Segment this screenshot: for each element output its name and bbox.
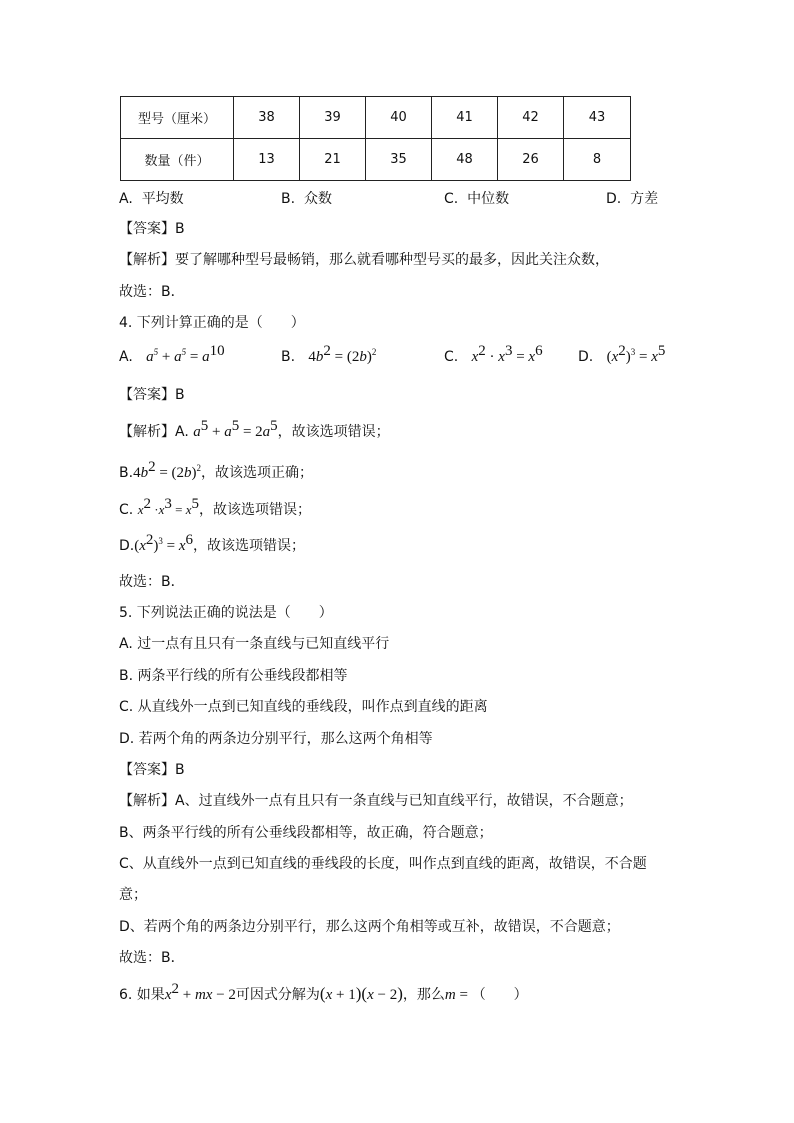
q5-analysis-line: 【解析】A、过直线外一点有且只有一条直线与已知直线平行，故错误，不合题意；	[119, 793, 633, 809]
table-cell: 48	[432, 139, 498, 181]
size-count-table	[120, 96, 631, 181]
q5-answer: 【答案】B	[119, 762, 185, 778]
q4-option-a: A. $a^5 + a^5 = a^{10}$	[119, 343, 225, 365]
table-row	[121, 97, 631, 139]
q3-option-c: C. 中位数	[444, 191, 510, 207]
q5-stem: 5. 下列说法正确的说法是（ ）	[119, 605, 333, 621]
table-cell: 35	[366, 139, 432, 181]
table-row	[121, 139, 631, 181]
q4-answer: 【答案】B	[119, 387, 185, 403]
q4-conclusion: 故选：B．	[119, 574, 185, 590]
q4-analysis-b: $B.4b^2 = (2b)^2$，故该选项正确；	[119, 459, 314, 481]
table-cell: 40	[366, 97, 432, 139]
q5-analysis-line: C、从直线外一点到已知直线的垂线段的长度，叫作点到直线的距离，故错误，不合题	[119, 856, 647, 872]
q5-analysis-line: D、若两个角的两条边分别平行，那么这两个角相等或互补，故错误，不合题意；	[119, 919, 620, 935]
q5-option-c: C. 从直线外一点到已知直线的垂线段，叫作点到直线的距离	[119, 699, 488, 715]
q6-stem: 6. 如果$x^2$ + mx − 2可因式分解为(x + 1)(x − 2)，那么m = （ ）	[119, 981, 528, 1003]
q3-option-a: A. 平均数	[119, 191, 184, 207]
q5-option-d: D. 若两个角的两条边分别平行，那么这两个角相等	[119, 731, 433, 747]
table-cell: 41	[432, 97, 498, 139]
q5-analysis-line: 意；	[119, 887, 147, 903]
q3-conclusion: 故选：B．	[119, 284, 185, 300]
q4-option-b: B. $4b^2 = (2b)^2$	[281, 343, 377, 365]
q3-option-d: D. 方差	[606, 191, 659, 207]
q5-option-b: B. 两条平行线的所有公垂线段都相等	[119, 668, 348, 684]
q4-option-c: C. $x^2 \cdot x^3 = x^6$	[444, 343, 543, 365]
table-cell: 42	[498, 97, 564, 139]
table-header-cell: 型号（厘米）	[121, 97, 234, 139]
table-cell: 43	[564, 97, 631, 139]
q3-analysis: 【解析】要了解哪种型号最畅销，那么就看哪种型号买的最多，因此关注众数，	[119, 252, 609, 268]
table-cell: 8	[564, 139, 631, 181]
table-cell: 13	[234, 139, 300, 181]
table-cell: 38	[234, 97, 300, 139]
q4-analysis-a: 【解析】A. $a^5 + a^5 = 2a^5$，故该选项错误；	[119, 418, 390, 440]
table-header-cell: 数量（件）	[121, 139, 234, 181]
q4-stem: 4. 下列计算正确的是（ ）	[119, 315, 305, 331]
table-cell: 26	[498, 139, 564, 181]
q3-answer: 【答案】B	[119, 221, 185, 237]
table-cell: 21	[300, 139, 366, 181]
q4-analysis-d: $D.(x^2)^3 = x^6$，故该选项错误；	[119, 532, 306, 554]
q5-conclusion: 故选：B．	[119, 950, 185, 966]
q5-analysis-line: B、两条平行线的所有公垂线段都相等，故正确，符合题意；	[119, 825, 493, 841]
table-cell: 39	[300, 97, 366, 139]
q4-analysis-c: C. $x^2 \cdot x^3 = x^5$，故该选项错误；	[119, 496, 311, 518]
q4-option-d: D. $(x^2)^3 = x^5$	[578, 343, 666, 365]
q5-option-a: A. 过一点有且只有一条直线与已知直线平行	[119, 636, 390, 652]
q3-option-b: B. 众数	[281, 191, 332, 207]
